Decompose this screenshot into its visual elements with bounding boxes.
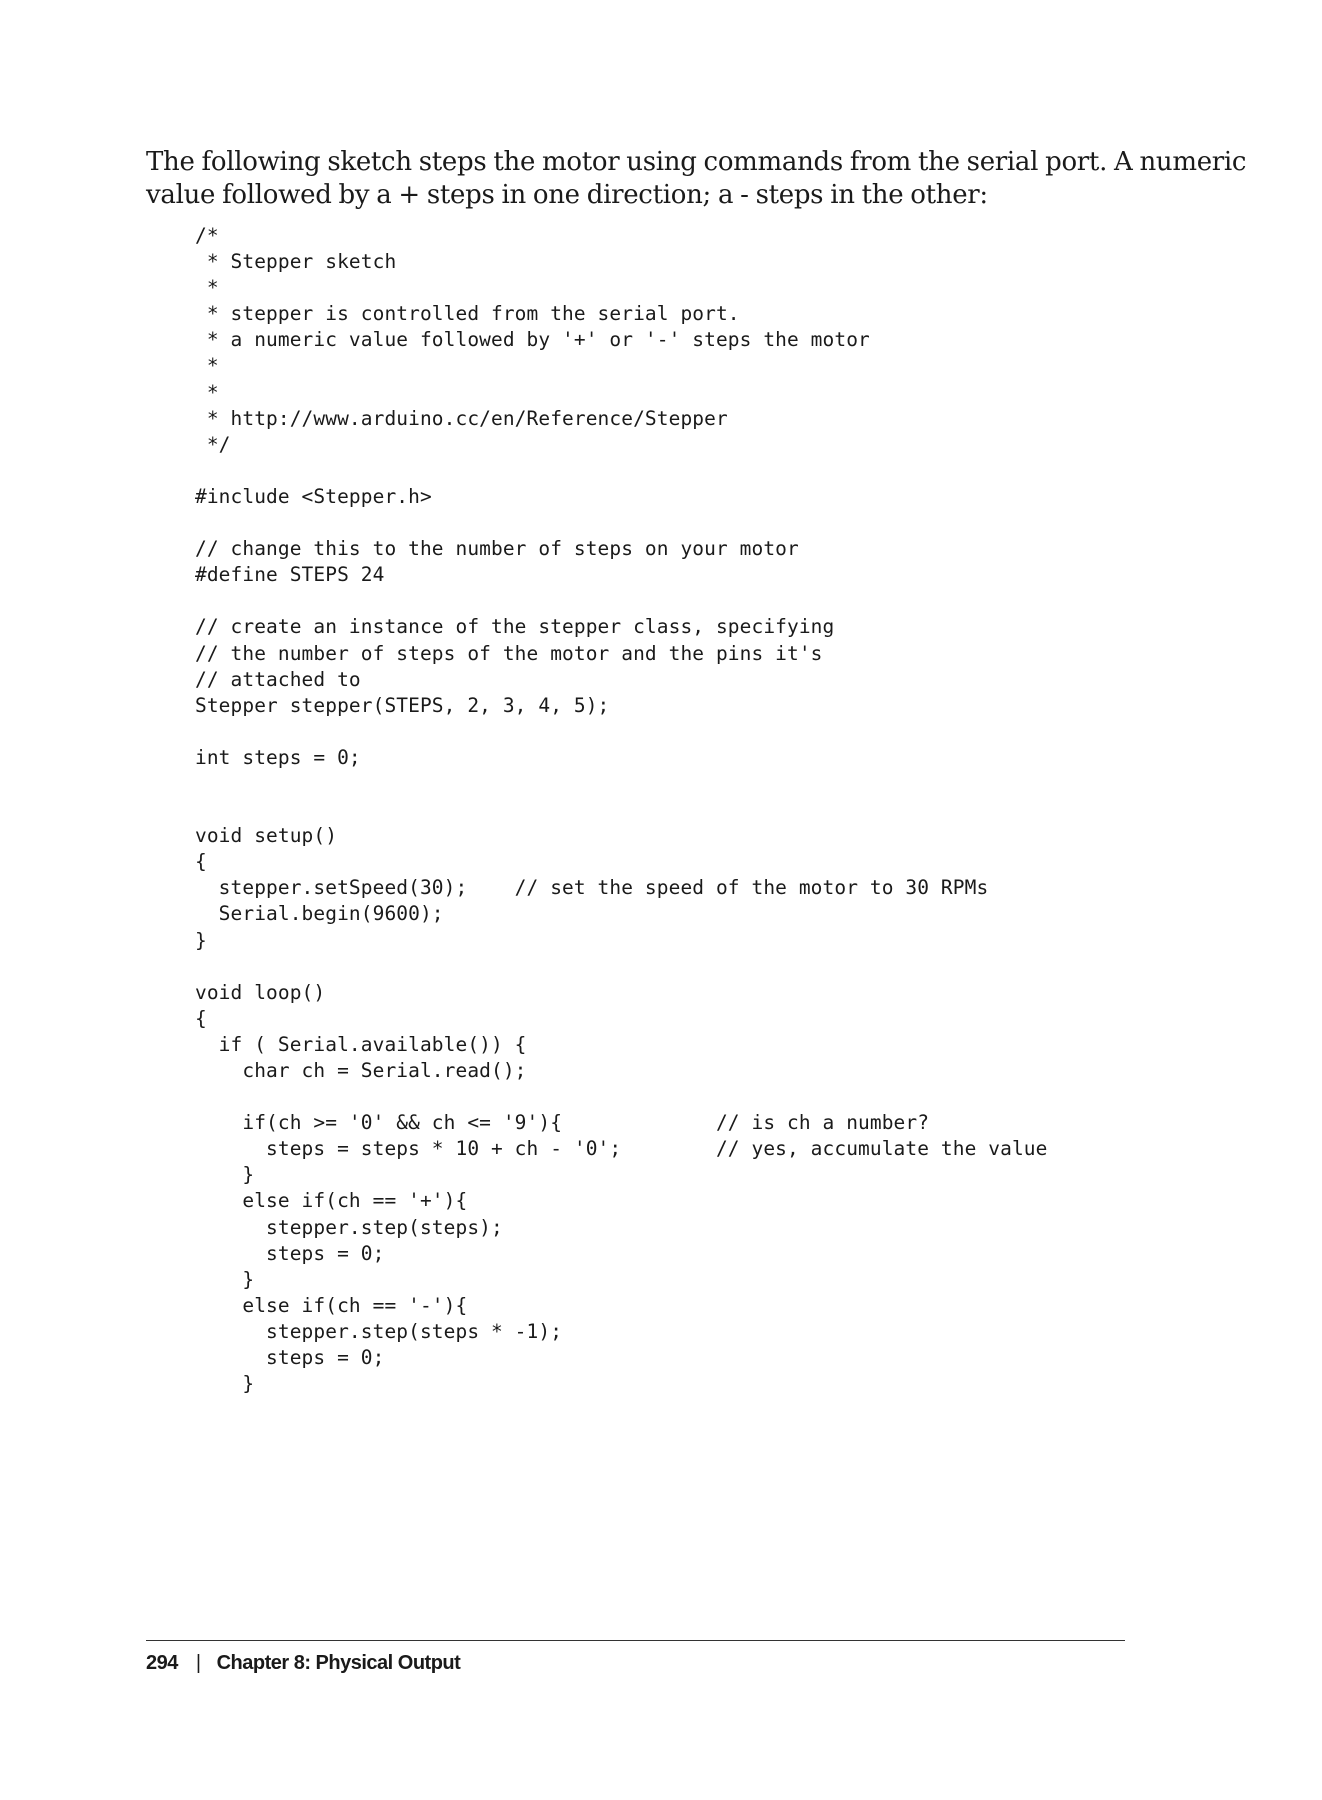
code-line: int steps = 0; — [195, 745, 361, 769]
code-line: Serial.begin(9600); — [195, 902, 444, 926]
code-line: void loop() — [195, 980, 326, 1004]
code-line: steps = 0; — [195, 1346, 385, 1370]
code-line: stepper.setSpeed(30); // set the speed of the motor to 30 RPMs — [195, 876, 989, 900]
code-line: * — [195, 276, 219, 300]
code-line — [195, 954, 1047, 980]
code-line: #define STEPS 24 — [195, 563, 385, 587]
code-line: * stepper is controlled from the serial port. — [195, 302, 740, 326]
code-line — [195, 771, 1047, 797]
code-line: */ — [195, 432, 231, 456]
code-line: stepper.step(steps * -1); — [195, 1319, 563, 1343]
code-line: else if(ch == '+'){ — [195, 1189, 468, 1213]
code-line — [195, 797, 1047, 823]
code-line — [195, 510, 1047, 536]
intro-paragraph — [146, 146, 1247, 212]
code-line — [195, 719, 1047, 745]
code-line — [195, 1084, 1047, 1110]
code-line: else if(ch == '-'){ — [195, 1293, 468, 1317]
code-line: char ch = Serial.read(); — [195, 1059, 527, 1082]
code-line: Stepper stepper(STEPS, 2, 3, 4, 5); — [195, 693, 610, 717]
code-line: /* — [195, 224, 219, 247]
code-line: } — [195, 1372, 255, 1396]
code-line — [195, 458, 1047, 484]
code-line: stepper.step(steps); — [195, 1215, 503, 1239]
code-line: * a numeric value followed by '+' or '-' steps the motor — [195, 328, 870, 352]
footer-divider — [146, 1640, 1125, 1641]
page-number: 294 — [146, 1652, 178, 1674]
intro-line-2: value followed by a + steps in one direction; a - steps in the other: — [146, 180, 988, 210]
code-line: * — [195, 380, 219, 404]
code-line: * Stepper sketch — [195, 250, 397, 274]
footer-separator: | — [195, 1652, 201, 1674]
code-line: } — [195, 928, 207, 952]
code-line: #include <Stepper.h> — [195, 484, 432, 508]
code-line — [195, 588, 1047, 614]
intro-line-1: The following sketch steps the motor using commands from the serial port. A numeric — [146, 147, 1247, 177]
chapter-title: Chapter 8: Physical Output — [216, 1652, 461, 1674]
code-listing — [195, 223, 1047, 1397]
code-line: // the number of steps of the motor and the pins it's — [195, 641, 823, 665]
code-line: } — [195, 1267, 255, 1291]
page-footer — [146, 1652, 460, 1675]
code-line: // create an instance of the stepper class, specifying — [195, 615, 835, 639]
code-line: if(ch >= '0' && ch <= '9'){ // is ch a number? — [195, 1111, 930, 1135]
code-line: { — [195, 850, 207, 874]
code-line: steps = 0; — [195, 1241, 385, 1265]
code-line: * — [195, 354, 219, 378]
code-line: } — [195, 1163, 255, 1187]
code-line: steps = steps * 10 + ch - '0'; // yes, accumulate the value — [195, 1137, 1048, 1161]
code-line: * http://www.arduino.cc/en/Reference/Stepper — [195, 406, 728, 430]
code-line: void setup() — [195, 824, 338, 848]
code-line: if ( Serial.available()) { — [195, 1032, 527, 1056]
code-line: { — [195, 1006, 207, 1030]
code-line: // attached to — [195, 667, 361, 691]
code-line: // change this to the number of steps on your motor — [195, 537, 799, 561]
